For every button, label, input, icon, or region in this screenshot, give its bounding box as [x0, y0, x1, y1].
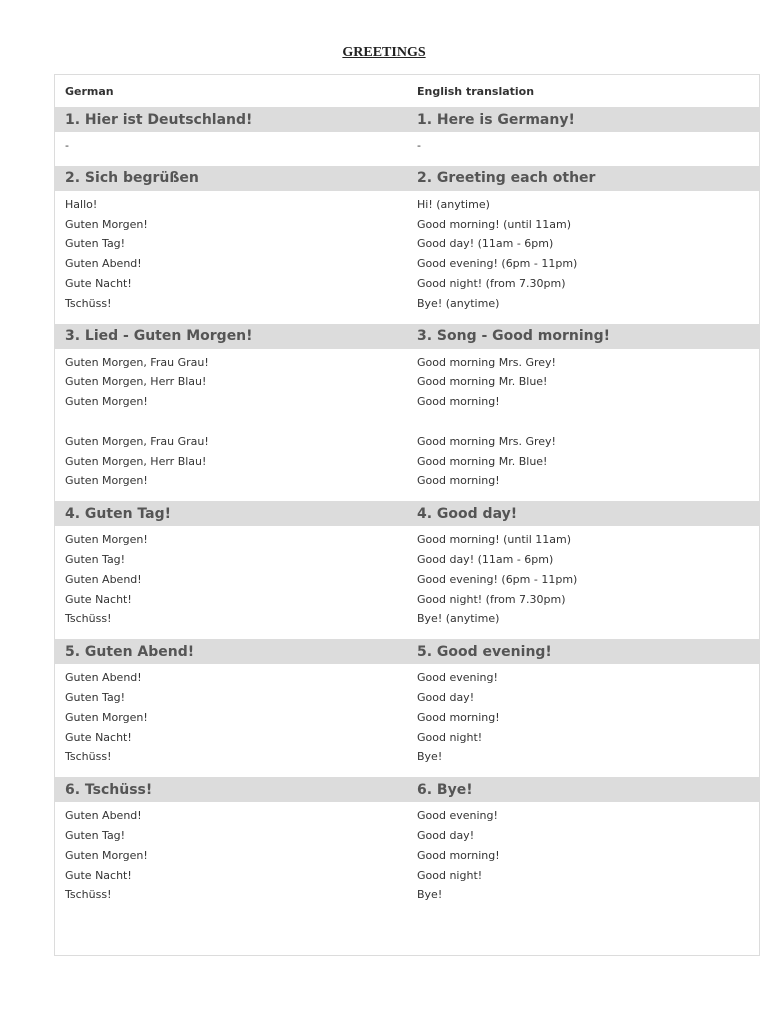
- section-heading-german: 4. Guten Tag!: [65, 505, 172, 522]
- german-line: Guten Morgen, Frau Grau!: [65, 434, 209, 448]
- section-body: [55, 526, 759, 639]
- english-line: Good day! (11am - 6pm): [417, 237, 554, 251]
- english-lines: [407, 530, 759, 629]
- german-line: Tschüss!: [65, 888, 112, 902]
- column-header-english: English translation: [417, 84, 535, 98]
- section-heading-german: 1. Hier ist Deutschland!: [65, 111, 253, 128]
- section-heading-german: 2. Sich begrüßen: [65, 170, 199, 187]
- german-line: Guten Morgen, Herr Blau!: [65, 454, 207, 468]
- english-line: Good day!: [417, 828, 475, 842]
- german-lines: [55, 136, 407, 156]
- english-line: Good morning Mr. Blue!: [417, 375, 548, 389]
- section-heading-english: 4. Good day!: [417, 505, 518, 522]
- english-lines: [407, 136, 759, 156]
- english-line: Good morning Mr. Blue!: [417, 454, 548, 468]
- english-line: Good day! (11am - 6pm): [417, 552, 554, 566]
- english-line: Good evening! (6pm - 11pm): [417, 572, 578, 586]
- section-heading-german: 3. Lied - Guten Morgen!: [65, 328, 253, 345]
- german-line: Tschüss!: [65, 612, 112, 626]
- section-heading-row: [55, 324, 759, 349]
- german-line: Guten Tag!: [65, 552, 126, 566]
- german-line: -: [65, 139, 69, 152]
- german-line: Guten Morgen!: [65, 710, 148, 724]
- section-heading-english: 6. Bye!: [417, 781, 473, 798]
- section-body: [55, 664, 759, 777]
- english-line: Good morning!: [417, 848, 500, 862]
- english-line: Hi! (anytime): [417, 197, 490, 211]
- english-line: Good morning! (until 11am): [417, 217, 572, 231]
- section-heading-english: 5. Good evening!: [417, 643, 552, 660]
- german-line: Tschüss!: [65, 296, 112, 310]
- section-heading-english: 3. Song - Good morning!: [417, 328, 611, 345]
- english-line: Bye! (anytime): [417, 296, 500, 310]
- german-line: Guten Abend!: [65, 671, 142, 685]
- english-line: Good day!: [417, 690, 475, 704]
- english-line: Good morning!: [417, 395, 500, 409]
- page-title: GREETINGS: [342, 45, 426, 60]
- german-line: Guten Tag!: [65, 690, 126, 704]
- section-heading-row: [55, 166, 759, 191]
- german-line: Guten Morgen!: [65, 474, 148, 488]
- german-lines: [55, 195, 407, 314]
- section-heading-row: [55, 777, 759, 802]
- english-line: Good night! (from 7.30pm): [417, 592, 566, 606]
- german-lines: [55, 806, 407, 905]
- section-heading-row: [55, 107, 759, 132]
- section-body: [55, 132, 759, 166]
- section-heading-row: [55, 639, 759, 664]
- english-line: Bye! (anytime): [417, 612, 500, 626]
- sections-container: [55, 107, 759, 915]
- english-line: Good morning Mrs. Grey!: [417, 434, 556, 448]
- german-line: Gute Nacht!: [65, 276, 132, 290]
- german-line: Guten Morgen, Herr Blau!: [65, 375, 207, 389]
- english-line: Good morning! (until 11am): [417, 533, 572, 547]
- english-lines: [407, 806, 759, 905]
- english-line: Bye!: [417, 888, 443, 902]
- english-line: Good evening!: [417, 671, 498, 685]
- german-line: Guten Morgen!: [65, 217, 148, 231]
- german-line: Guten Tag!: [65, 237, 126, 251]
- section-heading-german: 6. Tschüss!: [65, 781, 153, 798]
- german-lines: [55, 353, 407, 492]
- english-line: Good morning Mrs. Grey!: [417, 355, 556, 369]
- greetings-table: [54, 74, 760, 956]
- english-line: Good night!: [417, 868, 483, 882]
- german-lines: [55, 668, 407, 767]
- english-line: Good night! (from 7.30pm): [417, 276, 566, 290]
- german-line: Guten Morgen!: [65, 533, 148, 547]
- german-line: Guten Abend!: [65, 257, 142, 271]
- german-line: Guten Morgen!: [65, 848, 148, 862]
- german-line: Guten Abend!: [65, 572, 142, 586]
- section-body: [55, 349, 759, 502]
- german-line: Gute Nacht!: [65, 592, 132, 606]
- section-heading-row: [55, 501, 759, 526]
- section-heading-english: 2. Greeting each other: [417, 170, 596, 187]
- german-line: Tschüss!: [65, 750, 112, 764]
- german-line: Gute Nacht!: [65, 730, 132, 744]
- section-heading-english: 1. Here is Germany!: [417, 111, 575, 128]
- german-line: Guten Morgen, Frau Grau!: [65, 355, 209, 369]
- english-line: Good evening! (6pm - 11pm): [417, 257, 578, 271]
- section-heading-german: 5. Guten Abend!: [65, 643, 195, 660]
- english-line: Good evening!: [417, 809, 498, 823]
- section-body: [55, 191, 759, 324]
- english-line: Good night!: [417, 730, 483, 744]
- english-line: Bye!: [417, 750, 443, 764]
- german-line: Guten Morgen!: [65, 395, 148, 409]
- line-spacer: [65, 412, 407, 432]
- english-line: Good morning!: [417, 710, 500, 724]
- english-line: -: [417, 139, 421, 152]
- english-lines: [407, 668, 759, 767]
- english-line: Good morning!: [417, 474, 500, 488]
- german-line: Gute Nacht!: [65, 868, 132, 882]
- german-line: Hallo!: [65, 197, 98, 211]
- german-lines: [55, 530, 407, 629]
- english-lines: [407, 353, 759, 492]
- column-header-german: German: [65, 84, 114, 98]
- table-header-row: [55, 75, 759, 107]
- german-line: Guten Abend!: [65, 809, 142, 823]
- section-body: [55, 802, 759, 915]
- english-lines: [407, 195, 759, 314]
- line-spacer: [417, 412, 759, 432]
- german-line: Guten Tag!: [65, 828, 126, 842]
